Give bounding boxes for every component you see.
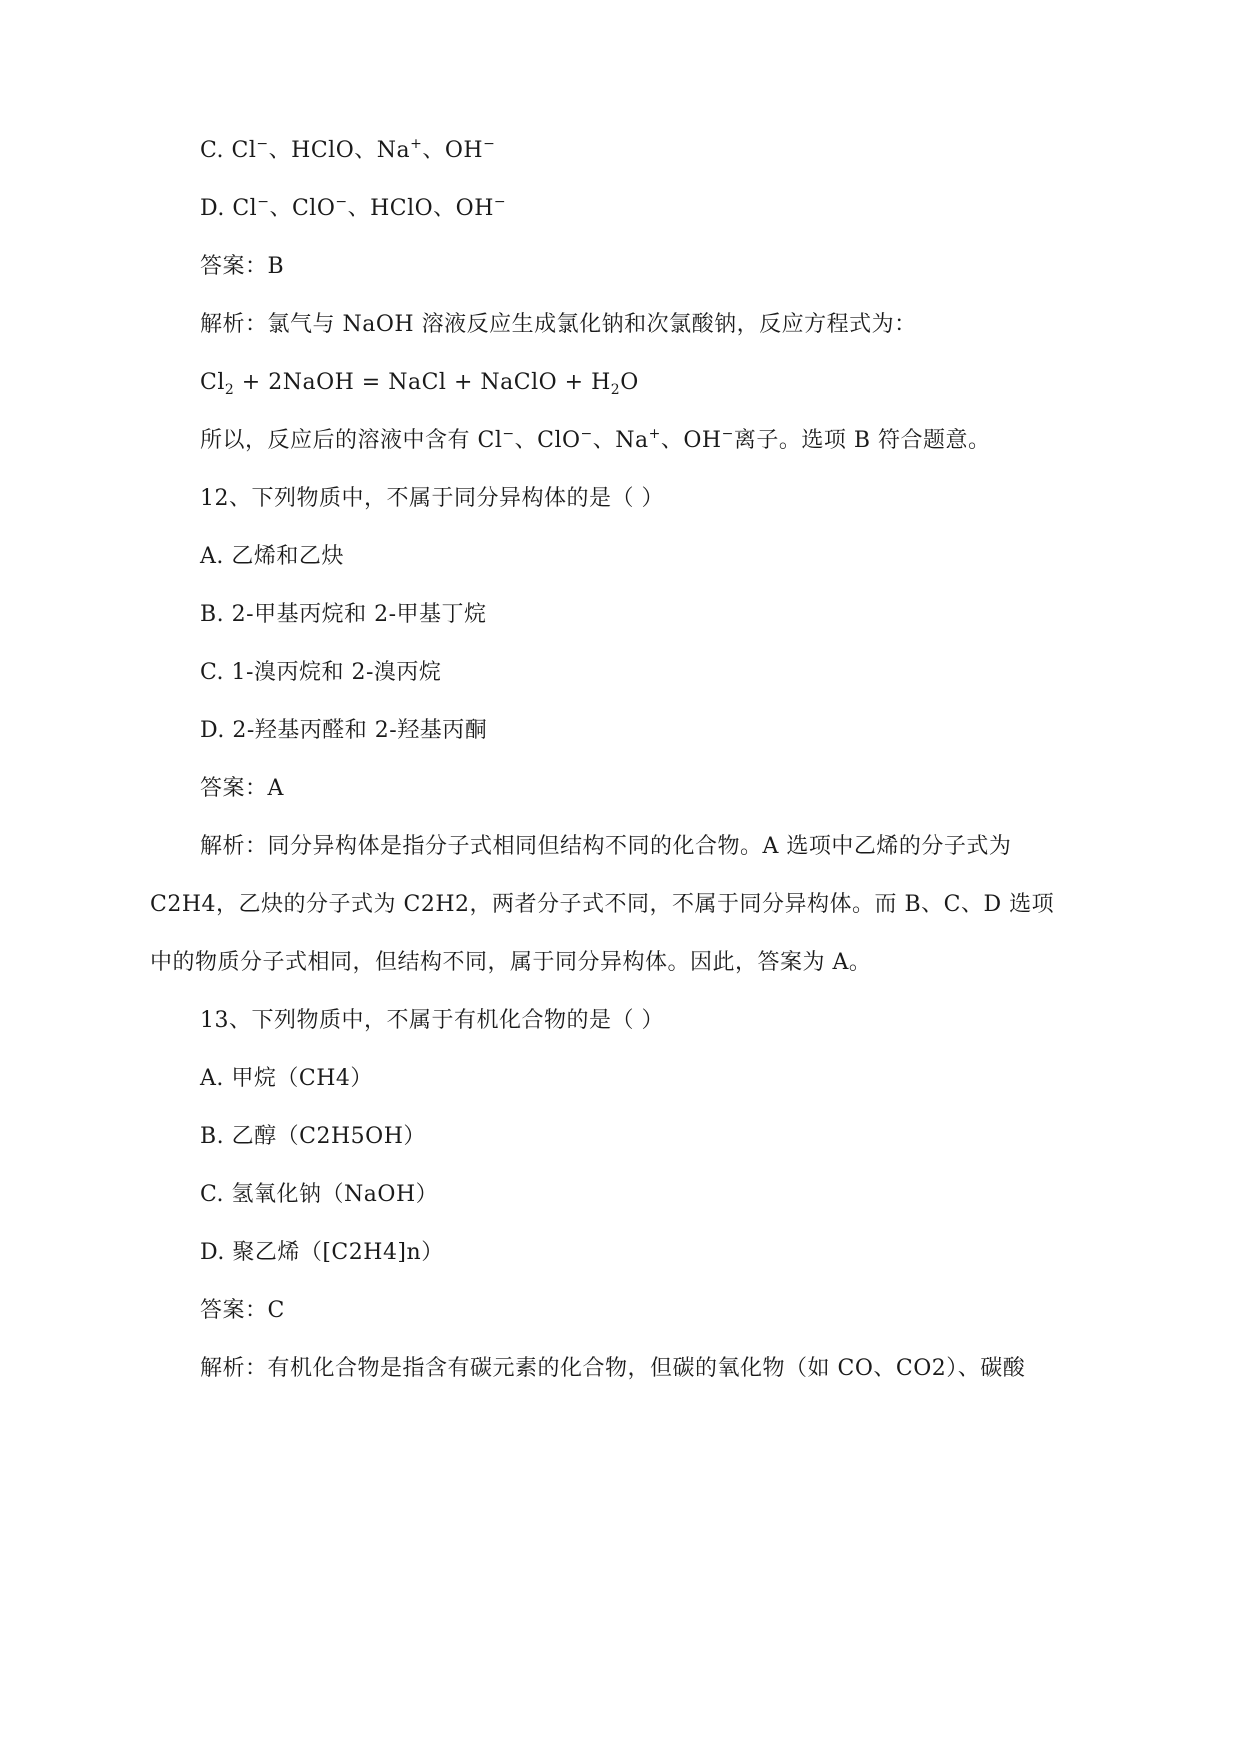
text: C. Cl [200,138,257,163]
superscript: − [257,194,270,210]
q13-answer: 答案：C [200,1298,285,1323]
superscript: + [648,426,661,442]
q13-analysis-line-1: 解析：有机化合物是指含有碳元素的化合物，但碳的氧化物（如 CO、CO2）、碳酸 [200,1356,1026,1381]
text: D. Cl [200,196,258,221]
q12-question: 12、下列物质中，不属于同分异构体的是（ ） [200,486,664,511]
q12-analysis-line-3: 中的物质分子式相同，但结构不同，属于同分异构体。因此，答案为 A。 [150,950,872,975]
q12-option-d: D. 2-羟基丙醛和 2-羟基丙酮 [200,718,488,743]
text: 、OH [422,138,484,163]
superscript: − [502,426,515,442]
q12-answer: 答案：A [200,776,284,801]
superscript: − [580,426,593,442]
q11-answer: 答案：B [200,254,285,279]
q11-option-d [200,194,506,224]
q13-option-c: C. 氢氧化钠（NaOH） [200,1182,439,1207]
superscript: − [256,136,269,152]
q11-analysis-intro: 解析：氯气与 NaOH 溶液反应生成氯化钠和次氯酸钠，反应方程式为： [200,312,917,337]
q11-conclusion [200,426,990,456]
q11-option-c [200,136,495,166]
q13-option-a: A. 甲烷（CH4） [200,1066,373,1091]
text: O [620,370,639,395]
text: + 2NaOH = NaCl + NaClO + H [234,370,611,395]
q12-analysis-line-1: 解析：同分异构体是指分子式相同但结构不同的化合物。A 选项中乙烯的分子式为 [200,834,1012,859]
superscript: − [721,426,734,442]
q12-analysis-line-2: C2H4，乙炔的分子式为 C2H2，两者分子式不同，不属于同分异构体。而 B、C、D 选项 [150,892,1055,917]
q12-option-b: B. 2-甲基丙烷和 2-甲基丁烷 [200,602,487,627]
text: Cl [200,370,225,395]
q11-equation [200,368,639,398]
text: 离子。选项 B 符合题意。 [733,428,991,453]
q12-option-a: A. 乙烯和乙炔 [200,544,344,569]
text: 、ClO [514,428,581,453]
text: 、HClO、OH [347,196,494,221]
subscript: 2 [610,382,621,398]
superscript: − [483,136,496,152]
q13-question: 13、下列物质中，不属于有机化合物的是（ ） [200,1008,664,1033]
superscript: − [493,194,507,210]
text: 所以，反应后的溶液中含有 Cl [200,428,503,453]
q12-option-c: C. 1-溴丙烷和 2-溴丙烷 [200,660,442,685]
superscript: − [335,194,348,210]
q13-option-b: B. 乙醇（C2H5OH） [200,1124,426,1149]
subscript: 2 [224,382,235,398]
q13-option-d: D. 聚乙烯（[C2H4]n） [200,1240,444,1265]
text: 、OH [660,428,722,453]
text: 、HClO、Na [268,138,411,163]
text: 、Na [592,428,649,453]
text: 、ClO [269,196,336,221]
superscript: + [410,136,423,152]
